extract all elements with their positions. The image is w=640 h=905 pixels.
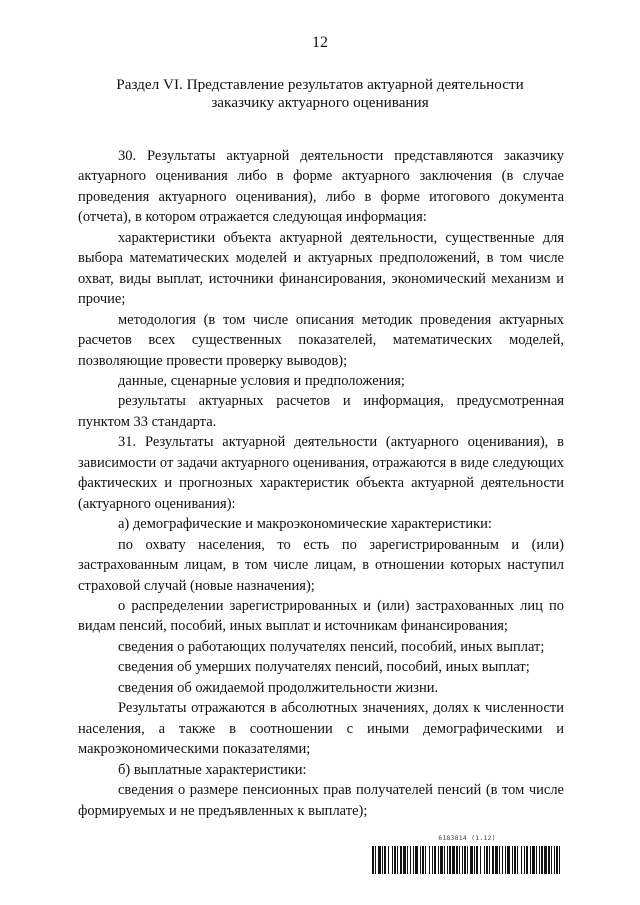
list-item: сведения о размере пенсионных прав получателей пенсий (в том числе формируемых и не предъявленных к выплате); (78, 782, 564, 819)
barcode-icon (372, 846, 562, 874)
document-body (78, 146, 564, 821)
section-title (80, 76, 560, 112)
list-item: методология (в том числе описания методик проведения актуарных расчетов всех существенных показателей, математических моделей, позволяющие провести проверку выводов); (78, 311, 564, 369)
barcode-number: 6183814 (1.12) (438, 834, 496, 842)
document-barcode (372, 834, 562, 874)
list-item: сведения об ожидаемой продолжительности жизни. (118, 679, 439, 696)
results-note: Результаты отражаются в абсолютных значениях, долях к численности населения, а также в соотношении с иными демографическими и макроэкономическими показателями; (78, 700, 564, 758)
subsection-a: а) демографические и макроэкономические характеристики: (118, 516, 492, 533)
paragraph-31: 31. Результаты актуарной деятельности (актуарного оценивания), в зависимости от задачи актуарного оценивания, отражаются в виде следующих фактических и прогнозных характеристик объекта актуарной деятельности (актуарного оценивания): (78, 434, 564, 512)
list-item: сведения о работающих получателях пенсий, пособий, иных выплат; (118, 638, 545, 655)
list-item: по охвату населения, то есть по зарегистрированным и (или) застрахованным лицам, в том числе лицам, в отношении которых наступил страховой случай (новые назначения); (78, 536, 564, 594)
page-number: 12 (312, 34, 328, 51)
paragraph-30: 30. Результаты актуарной деятельности представляются заказчику актуарного оценивания либо в форме актуарного заключения (в случае проведения актуарного оценивания), либо в форме итогового документа (отчета), в котором отражается следующая информация: (78, 148, 564, 226)
list-item: характеристики объекта актуарной деятельности, существенные для выбора математических моделей и актуарных предположений, в том числе охват, виды выплат, источники финансирования, экономический механизм и прочие; (78, 229, 564, 308)
section-title-line-2: заказчику актуарного оценивания (211, 94, 429, 111)
list-item: результаты актуарных расчетов и информация, предусмотренная пунктом 33 стандарта. (78, 393, 564, 430)
list-item: сведения об умерших получателях пенсий, пособий, иных выплат; (118, 659, 530, 676)
section-title-line-1: Раздел VI. Представление результатов актуарной деятельности (116, 76, 524, 93)
list-item: о распределении зарегистрированных и (или) застрахованных лиц по видам пенсий, пособий, иных выплат и источникам финансирования; (78, 597, 564, 635)
subsection-b: б) выплатные характеристики: (118, 761, 307, 778)
list-item: данные, сценарные условия и предположения; (118, 372, 405, 389)
